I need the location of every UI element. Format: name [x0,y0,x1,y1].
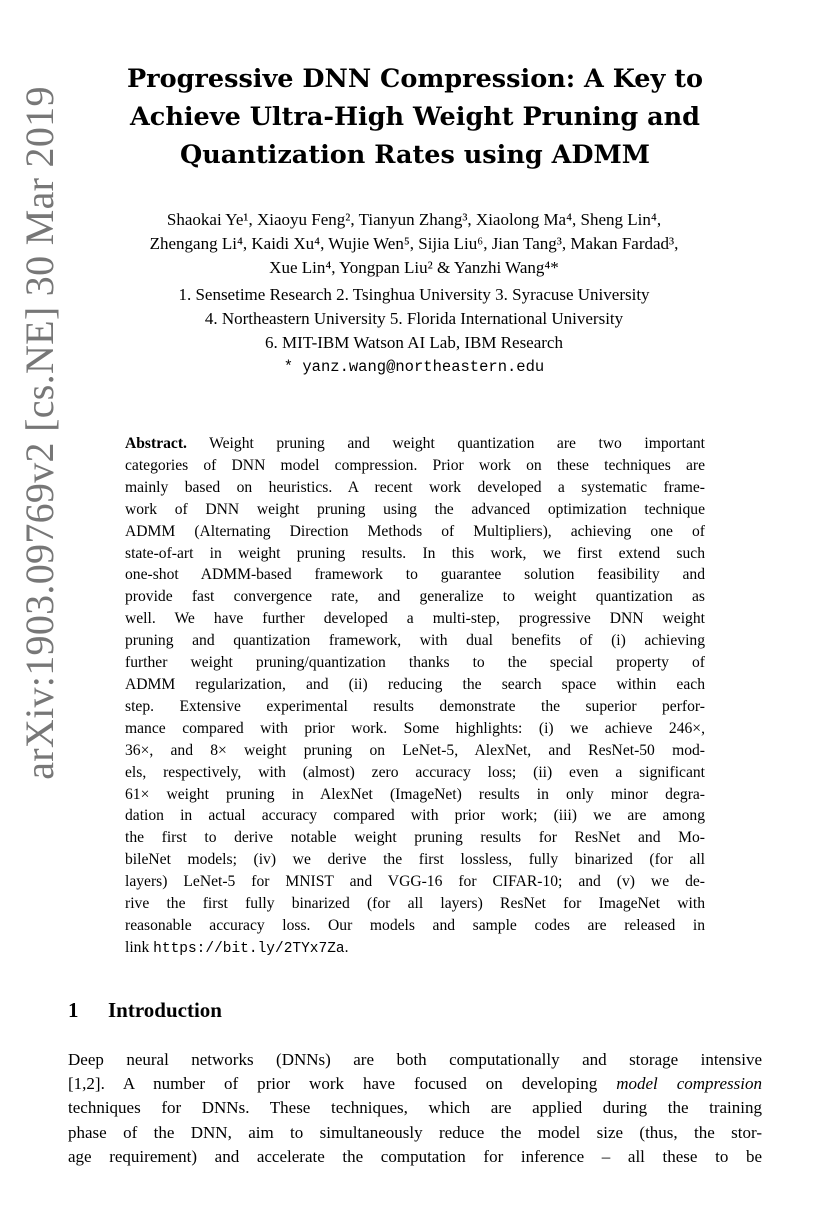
abstract-line: reasonable accuracy loss. Our models and sample codes are released in [125,916,705,934]
abstract-line: the first to derive notable weight pruning results for ResNet and Mo- [125,829,705,847]
affiliations [80,283,748,379]
author-line: Shaokai Ye¹, Xiaoyu Feng², Tianyun Zhang³, Xiaolong Ma⁴, Sheng Lin⁴, [166,210,662,229]
abstract-line: state-of-art in weight pruning results. In this work, we first extend such [125,544,705,562]
abstract-line: rive the first fully binarized (for all layers) ResNet for ImageNet with [125,895,705,913]
affiliation-line: 4. Northeastern University 5. Florida International University [204,309,624,328]
abstract-label: Abstract. [125,435,187,452]
abstract-line [125,433,705,455]
paper-title [110,60,720,174]
abstract-line: bileNet models; (iv) we derive the first lossless, fully binarized (for all [125,851,705,869]
title-line: Progressive DNN Compression: A Key to [126,64,704,94]
arxiv-side-stamp: arXiv:1903.09769v2 [cs.NE] 30 Mar 2019 [17,86,62,780]
author-list [60,208,768,280]
abstract-text: . [344,938,349,956]
intro-line: age requirement) and accelerate the computation for inference – all these to be [68,1146,762,1166]
title-line: Achieve Ultra-High Weight Pruning and [130,102,700,132]
abstract-line: provide fast convergence rate, and generalize to weight quantization as [125,588,705,606]
abstract-line: layers) LeNet-5 for MNIST and VGG-16 for CIFAR-10; and (v) we de- [125,873,705,891]
abstract-text: Weight pruning and weight quantization are two important [209,435,705,452]
abstract-line: 36×, and 8× weight pruning on LeNet-5, AlexNet, and ResNet-50 mod- [125,741,705,759]
author-line: Zhengang Li⁴, Kaidi Xu⁴, Wujie Wen⁵, Sijia Liu⁶, Jian Tang³, Makan Fardad³, [149,234,679,253]
abstract-line: work of DNN weight pruning using the advanced optimization technique [125,500,705,518]
abstract-line [125,937,705,961]
abstract [125,433,705,961]
title-line: Quantization Rates using ADMM [180,140,650,170]
intro-paragraph [68,1048,762,1169]
contact-email: * yanz.wang@northeastern.edu [283,358,545,376]
abstract-line: 61× weight pruning in AlexNet (ImageNet) results in only minor degra- [125,785,705,803]
intro-line: techniques for DNNs. These techniques, which are applied during the training [68,1098,762,1118]
section-heading [68,998,222,1023]
abstract-line: mance compared with prior work. Some highlights: (i) we achieve 246×, [125,719,705,737]
abstract-line: els, respectively, with (almost) zero accuracy loss; (ii) even a significant [125,763,705,781]
abstract-line: further weight pruning/quantization thanks to the special property of [125,654,705,672]
intro-line [68,1072,762,1096]
abstract-text: link [125,938,150,956]
code-link[interactable]: https://bit.ly/2TYx7Za [153,940,345,957]
abstract-line: categories of DNN model compression. Prior work on these techniques are [125,456,705,474]
section-title: Introduction [108,998,222,1022]
abstract-line: ADMM regularization, and (ii) reducing the search space within each [125,675,705,693]
abstract-line: pruning and quantization framework, with dual benefits of (i) achieving [125,632,705,650]
abstract-line: step. Extensive experimental results demonstrate the superior perfor- [125,697,705,715]
abstract-line: well. We have further developed a multi-step, progressive DNN weight [125,610,705,628]
abstract-line: dation in actual accuracy compared with prior work; (iii) we are among [125,807,705,825]
section-number: 1 [68,998,79,1022]
intro-emphasis: model compression [616,1074,763,1094]
intro-line: phase of the DNN, aim to simultaneously reduce the model size (thus, the stor- [68,1122,762,1142]
abstract-line: one-shot ADMM-based framework to guarantee solution feasibility and [125,566,705,584]
intro-line: Deep neural networks (DNNs) are both computationally and storage intensive [68,1050,762,1069]
affiliation-line: 1. Sensetime Research 2. Tsinghua University 3. Syracuse University [178,285,650,304]
abstract-line: ADMM (Alternating Direction Methods of Multipliers), achieving one of [125,522,705,540]
affiliation-line: 6. MIT-IBM Watson AI Lab, IBM Research [265,333,563,352]
abstract-line: mainly based on heuristics. A recent work developed a systematic frame- [125,478,705,496]
intro-text: [1,2]. A number of prior work have focused on developing [68,1074,598,1094]
author-line: Xue Lin⁴, Yongpan Liu² & Yanzhi Wang⁴* [269,258,559,277]
